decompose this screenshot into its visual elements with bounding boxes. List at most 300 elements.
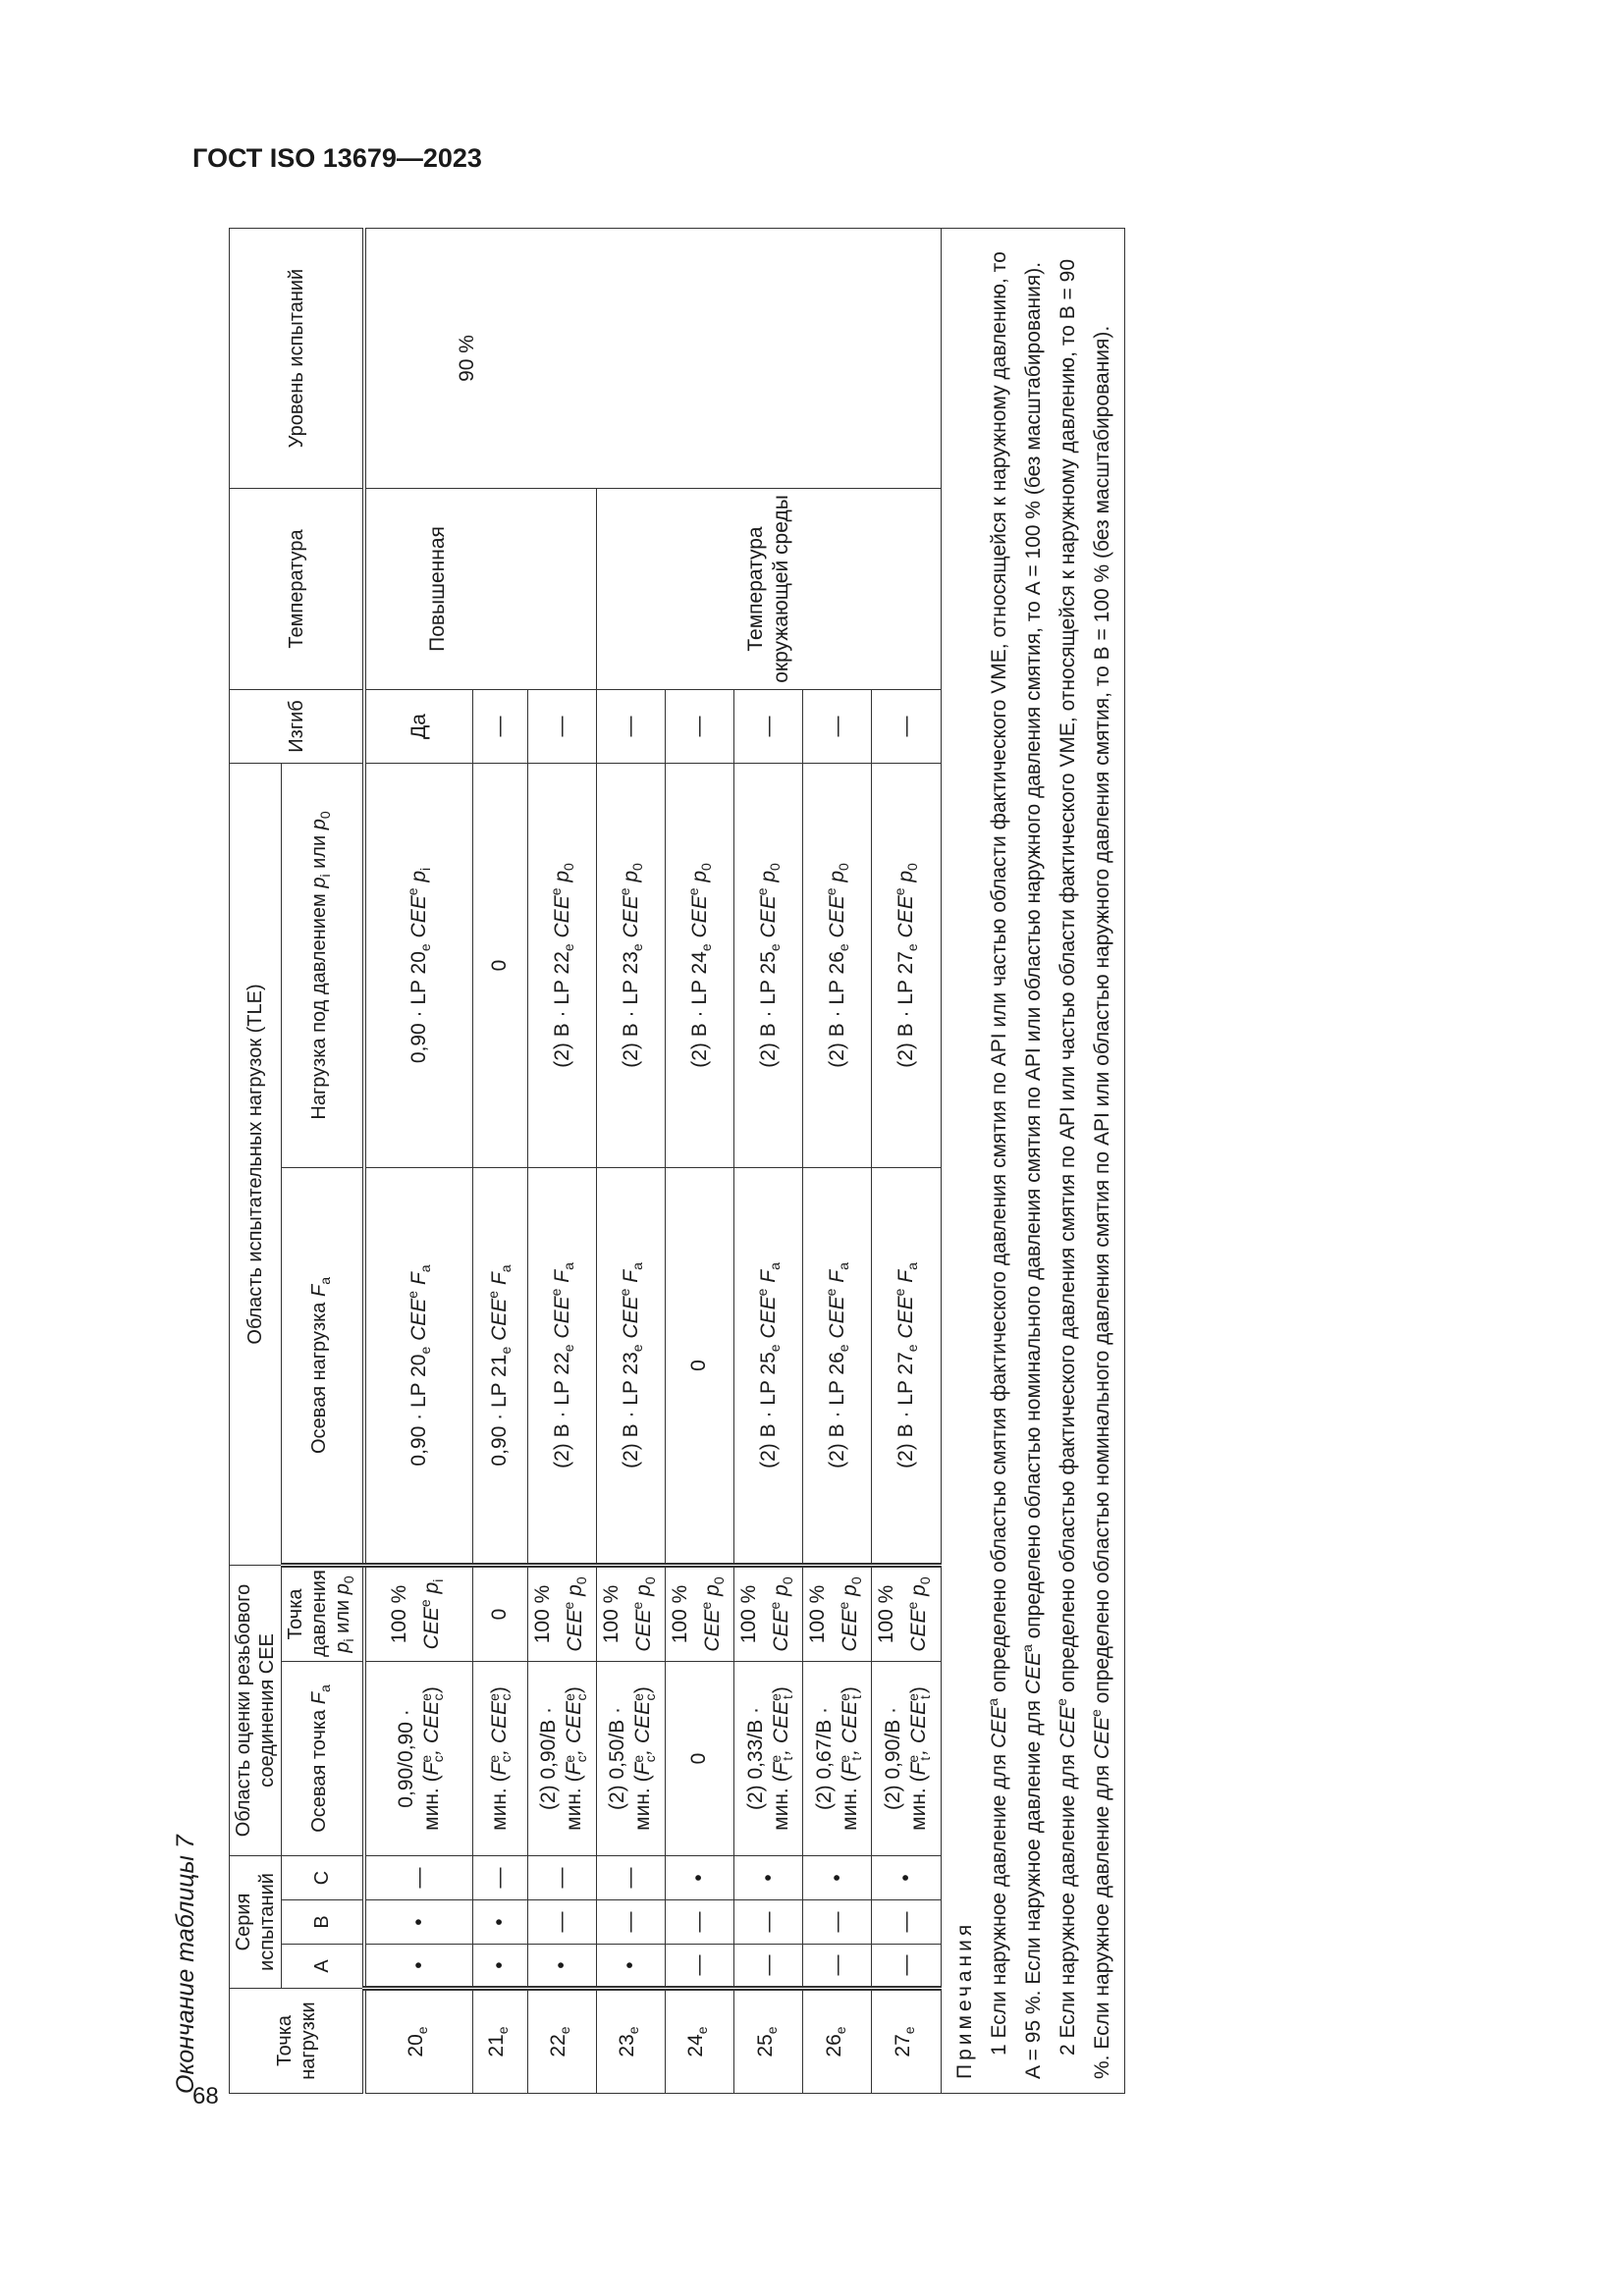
tle-axial-cell bbox=[872, 1167, 941, 1565]
series-a-cell: • bbox=[472, 1945, 527, 1989]
header-bending: Изгиб bbox=[230, 689, 365, 763]
supsub bbox=[561, 1693, 589, 1701]
header-cee: Область оценки резьбового соединения CEE bbox=[230, 1565, 282, 1855]
text-span: определено областью фактического давления смятия по API или частью области фактического VME, относящейся к наружному давлению, то B = 90 %. Если наружное давление для bbox=[1056, 258, 1113, 2079]
text-span: e bbox=[629, 1754, 646, 1763]
test-load-table bbox=[229, 228, 1125, 2094]
text-span: 100 % bbox=[388, 1584, 411, 1644]
text-span: p bbox=[770, 1584, 793, 1596]
text-span: ) bbox=[631, 1686, 655, 1694]
document-header: ГОСТ ISO 13679—2023 bbox=[192, 143, 482, 173]
table-row bbox=[364, 228, 472, 2093]
text-span: e bbox=[486, 1754, 503, 1763]
text-span: ) bbox=[563, 1686, 586, 1694]
subscript: e bbox=[498, 1346, 514, 1355]
subscript: 0 bbox=[628, 863, 645, 871]
load-point-cell bbox=[364, 1989, 472, 2094]
text-span: , CEE bbox=[631, 1700, 655, 1755]
text-span: e bbox=[561, 1693, 577, 1701]
header-tle-axial: Осевая нагрузка $F_a$ bbox=[282, 1167, 365, 1565]
series-a-cell: • bbox=[596, 1945, 665, 1989]
text-span: 1 Если наружное давление для bbox=[987, 1748, 1010, 2056]
notes-title: Примечания bbox=[952, 1920, 976, 2079]
superscript: e bbox=[697, 1601, 714, 1610]
tle-axial-cell: 0 bbox=[665, 1167, 733, 1565]
series-b-cell: • bbox=[364, 1900, 472, 1945]
supsub bbox=[629, 1693, 658, 1701]
bending-cell: — bbox=[665, 689, 733, 763]
subscript: 0 bbox=[917, 1576, 934, 1585]
text-span bbox=[407, 882, 430, 888]
superscript: e bbox=[547, 887, 564, 896]
supsub bbox=[768, 1754, 796, 1763]
load-point-cell bbox=[665, 1989, 733, 2094]
text-span: CEE bbox=[1056, 1705, 1079, 1748]
text-span: 20 bbox=[404, 2034, 427, 2057]
text-span: (2) B · LP 26 bbox=[826, 951, 849, 1068]
text-span bbox=[839, 1596, 861, 1602]
text-span: e bbox=[561, 1754, 577, 1763]
text-span: (2) B · LP 26 bbox=[826, 1352, 849, 1468]
text-span: CEE bbox=[757, 1296, 781, 1339]
text-span: c bbox=[430, 1693, 447, 1701]
text-span: c bbox=[572, 1693, 589, 1701]
text-span bbox=[564, 1596, 586, 1602]
text-span: мин. ( bbox=[631, 1775, 655, 1831]
text-span bbox=[757, 1283, 780, 1289]
text-span: (2) 0,90/B · bbox=[882, 1706, 905, 1811]
series-c-cell: • bbox=[872, 1855, 941, 1899]
superscript: e bbox=[754, 887, 771, 896]
text-span: c bbox=[498, 1755, 514, 1763]
supsub bbox=[418, 1693, 447, 1701]
cee-axial-cell bbox=[872, 1661, 941, 1855]
subscript: e bbox=[560, 1344, 576, 1353]
series-a-cell: — bbox=[665, 1945, 733, 1989]
subscript: e bbox=[904, 943, 921, 952]
notes-cell bbox=[941, 228, 1124, 2093]
text-span bbox=[551, 1339, 573, 1345]
text-span: 26 bbox=[822, 2034, 845, 2057]
text-span: e bbox=[905, 1754, 922, 1763]
text-span bbox=[551, 882, 573, 888]
superscript: e bbox=[892, 1288, 908, 1297]
text-span: CEE bbox=[550, 895, 573, 938]
cee-axial-cell: 0 bbox=[665, 1661, 733, 1855]
subscript: e bbox=[417, 1346, 434, 1355]
notes-row bbox=[941, 228, 1124, 2093]
header-cee-pressure: Точка давления $p_i$ или $p_0$ bbox=[282, 1565, 365, 1661]
superscript: e bbox=[823, 1288, 839, 1297]
cee-axial-cell bbox=[734, 1661, 803, 1855]
text-span: c bbox=[641, 1755, 658, 1763]
subscript: e bbox=[836, 943, 852, 952]
table-continuation-caption: Окончание таблицы 7 bbox=[172, 1835, 199, 2094]
test-level-cell: 90 % bbox=[364, 228, 941, 488]
text-span: e bbox=[837, 1693, 853, 1701]
text-span: p bbox=[687, 870, 711, 882]
supsub bbox=[837, 1754, 865, 1763]
superscript: a bbox=[1018, 1644, 1035, 1653]
supsub bbox=[905, 1754, 934, 1763]
subscript: e bbox=[698, 943, 715, 952]
text-span bbox=[407, 937, 430, 943]
text-span: F bbox=[550, 1269, 573, 1283]
text-span bbox=[488, 1341, 511, 1347]
load-point-cell bbox=[596, 1989, 665, 2094]
text-span: CEE bbox=[619, 895, 642, 938]
bending-cell: — bbox=[872, 689, 941, 763]
text-span: 22 bbox=[547, 2034, 569, 2057]
cee-pressure-cell bbox=[803, 1565, 872, 1661]
supsub bbox=[488, 1693, 512, 1701]
text-span bbox=[894, 937, 917, 943]
header-cee-axial: Осевая точка $F_a$ bbox=[282, 1661, 365, 1855]
superscript: e bbox=[560, 1601, 576, 1610]
text-span: c bbox=[498, 1693, 514, 1701]
note-1 bbox=[979, 237, 1048, 2079]
supsub bbox=[418, 1754, 447, 1763]
text-span: 100 % bbox=[599, 1584, 623, 1644]
text-span: 100 % bbox=[737, 1584, 761, 1644]
header-tle-pressure: Нагрузка под давлением $p_i$ или $p_0$ bbox=[282, 763, 365, 1167]
text-span: мин. ( bbox=[838, 1775, 861, 1831]
subscript: e bbox=[413, 2026, 430, 2035]
text-span: 27 bbox=[891, 2034, 914, 2057]
subscript: 0 bbox=[560, 863, 576, 871]
text-span: (2) 0,33/B · bbox=[743, 1706, 767, 1811]
supsub bbox=[561, 1754, 589, 1763]
text-span: 100 % bbox=[530, 1584, 554, 1644]
text-span: p bbox=[550, 870, 573, 882]
text-span: (2) B · LP 25 bbox=[757, 951, 781, 1068]
tle-pressure-cell bbox=[527, 763, 596, 1167]
superscript: e bbox=[1053, 1698, 1069, 1706]
text-span: e bbox=[418, 1754, 435, 1763]
header-series-c: C bbox=[282, 1855, 365, 1899]
cee-axial-cell bbox=[803, 1661, 872, 1855]
text-span bbox=[407, 1341, 430, 1347]
text-span: 0 bbox=[488, 1608, 511, 1621]
text-span: CEE bbox=[1090, 1716, 1113, 1760]
text-span bbox=[688, 937, 711, 943]
superscript: e bbox=[547, 1288, 564, 1297]
temperature-ambient-cell: Температура окружающей среды bbox=[596, 488, 941, 689]
subscript: a bbox=[417, 1264, 434, 1273]
tle-pressure-cell bbox=[364, 763, 472, 1167]
text-span: CEE bbox=[407, 895, 431, 938]
series-b-cell: — bbox=[803, 1900, 872, 1945]
text-span: F bbox=[488, 1762, 511, 1776]
text-span bbox=[826, 1339, 848, 1345]
text-span: p bbox=[407, 870, 431, 882]
tle-axial-cell bbox=[596, 1167, 665, 1565]
text-span bbox=[826, 937, 848, 943]
superscript: e bbox=[754, 1288, 771, 1297]
series-a-cell: • bbox=[527, 1945, 596, 1989]
tle-axial-cell bbox=[472, 1167, 527, 1565]
text-span: мин. ( bbox=[769, 1775, 792, 1831]
text-span: F bbox=[488, 1272, 512, 1286]
cee-axial-cell bbox=[364, 1661, 472, 1855]
text-span: (2) B · LP 23 bbox=[619, 951, 642, 1068]
cee-pressure-cell bbox=[734, 1565, 803, 1661]
series-a-cell: — bbox=[803, 1945, 872, 1989]
tle-axial-cell bbox=[803, 1167, 872, 1565]
text-span: 0,90 · LP 20 bbox=[407, 1354, 431, 1467]
bending-cell: — bbox=[596, 689, 665, 763]
text-span: p bbox=[894, 870, 918, 882]
text-span: ) bbox=[419, 1686, 443, 1694]
text-span: CEE bbox=[826, 1296, 849, 1339]
header-series-b: B bbox=[282, 1900, 365, 1945]
rotated-table-block bbox=[172, 229, 1287, 2094]
cee-pressure-cell bbox=[527, 1565, 596, 1661]
text-span: CEE bbox=[687, 895, 711, 938]
text-span: , CEE bbox=[563, 1700, 586, 1755]
subscript: a bbox=[628, 1262, 645, 1270]
series-b-cell: — bbox=[872, 1900, 941, 1945]
subscript: e bbox=[495, 2026, 512, 2035]
subscript: i bbox=[417, 867, 434, 871]
text-span: p bbox=[700, 1584, 724, 1596]
text-span: CEE bbox=[894, 895, 918, 938]
text-span bbox=[826, 882, 848, 888]
subscript: a bbox=[904, 1262, 921, 1270]
subscript: e bbox=[767, 1344, 784, 1353]
load-point-cell bbox=[472, 1989, 527, 2094]
cee-pressure-cell bbox=[872, 1565, 941, 1661]
header-load-point: Точка нагрузки bbox=[230, 1989, 365, 2094]
text-span: CEE bbox=[550, 1296, 573, 1339]
series-b-cell: • bbox=[472, 1900, 527, 1945]
superscript: e bbox=[1087, 1709, 1104, 1717]
text-span: t bbox=[780, 1695, 796, 1699]
subscript: 0 bbox=[836, 863, 852, 871]
subscript: e bbox=[625, 2026, 642, 2035]
cee-axial-cell bbox=[527, 1661, 596, 1855]
tle-pressure-cell: 0 bbox=[472, 763, 527, 1167]
series-c-cell: — bbox=[527, 1855, 596, 1899]
superscript: e bbox=[684, 887, 701, 896]
text-span: CEE bbox=[826, 895, 849, 938]
superscript: e bbox=[405, 887, 421, 896]
text-span: e bbox=[768, 1754, 785, 1763]
bending-cell: — bbox=[472, 689, 527, 763]
text-span: определено областью номинального давления смятия по API или областью наружного давления смятия, то A = 100 % (без масштабирования). bbox=[1021, 261, 1045, 1645]
load-point-cell bbox=[734, 1989, 803, 2094]
table-row bbox=[596, 228, 665, 2093]
text-span: t bbox=[917, 1756, 934, 1761]
bending-cell: — bbox=[527, 689, 596, 763]
subscript: e bbox=[417, 943, 434, 952]
text-span: CEE bbox=[987, 1705, 1010, 1748]
superscript: e bbox=[616, 1288, 632, 1297]
subscript: e bbox=[904, 1344, 921, 1353]
text-span: CEE bbox=[894, 1296, 918, 1339]
text-span: F bbox=[907, 1762, 931, 1776]
superscript: e bbox=[836, 1601, 852, 1610]
text-span: t bbox=[780, 1756, 796, 1761]
text-span bbox=[757, 882, 780, 888]
cee-pressure-cell bbox=[665, 1565, 733, 1661]
tle-pressure-cell bbox=[872, 763, 941, 1167]
text-span: 25 bbox=[753, 2034, 777, 2057]
subscript: 0 bbox=[641, 1576, 658, 1585]
text-span bbox=[757, 1339, 780, 1345]
subscript: 0 bbox=[767, 863, 784, 871]
text-span: CEE bbox=[407, 1298, 431, 1341]
superscript: e bbox=[892, 887, 908, 896]
superscript: e bbox=[823, 887, 839, 896]
text-span: 2 Если наружное давление для bbox=[1056, 1748, 1079, 2056]
text-span: F bbox=[894, 1269, 918, 1283]
text-span bbox=[620, 1283, 642, 1289]
text-span: 0,90 · LP 20 bbox=[407, 951, 431, 1064]
temperature-elevated-cell: Повышенная bbox=[364, 488, 596, 689]
series-a-cell: — bbox=[734, 1945, 803, 1989]
text-span: 24 bbox=[684, 2034, 708, 2057]
text-span bbox=[551, 937, 573, 943]
text-span: (2) B · LP 23 bbox=[619, 1352, 642, 1468]
text-span: , CEE bbox=[488, 1700, 511, 1755]
text-span: ) bbox=[488, 1686, 511, 1694]
series-c-cell: — bbox=[596, 1855, 665, 1899]
text-span: мин. ( bbox=[563, 1775, 586, 1831]
series-c-cell: • bbox=[665, 1855, 733, 1899]
text-span: c bbox=[430, 1755, 447, 1763]
text-span: t bbox=[848, 1756, 865, 1761]
text-span: 100 % bbox=[806, 1584, 830, 1644]
series-a-cell: — bbox=[872, 1945, 941, 1989]
text-span: , CEE bbox=[907, 1700, 931, 1755]
tle-pressure-cell bbox=[665, 763, 733, 1167]
bending-cell: — bbox=[734, 689, 803, 763]
text-span: F bbox=[769, 1762, 792, 1776]
text-span: p bbox=[420, 1581, 444, 1594]
text-span: CEE bbox=[1021, 1652, 1045, 1695]
series-b-cell: — bbox=[596, 1900, 665, 1945]
text-span: ) bbox=[769, 1686, 792, 1694]
text-span: p bbox=[907, 1584, 931, 1596]
text-span: определено областью смятия фактического давления смятия по API или частью области фактического VME, относящейся к наружному давлению, то A = 95 %. Если наружное давление для bbox=[987, 251, 1045, 2079]
text-span: CEE bbox=[907, 1609, 931, 1652]
text-span: e bbox=[837, 1754, 853, 1763]
superscript: e bbox=[628, 1601, 645, 1610]
series-c-cell: — bbox=[472, 1855, 527, 1899]
text-span bbox=[620, 882, 642, 888]
text-span: CEE bbox=[563, 1609, 586, 1652]
note-2 bbox=[1048, 237, 1116, 2079]
header-series-a: A bbox=[282, 1945, 365, 1989]
superscript: e bbox=[904, 1601, 921, 1610]
subscript: e bbox=[763, 2026, 780, 2035]
supsub bbox=[488, 1755, 512, 1763]
text-span: p bbox=[563, 1584, 586, 1596]
text-span: p bbox=[757, 870, 781, 882]
subscript: i bbox=[430, 1578, 447, 1582]
series-a-cell: • bbox=[364, 1945, 472, 1989]
text-span: e bbox=[905, 1693, 922, 1701]
cee-axial-cell bbox=[472, 1661, 527, 1855]
load-point-cell bbox=[527, 1989, 596, 2094]
text-span: F bbox=[419, 1762, 443, 1776]
tle-axial-cell bbox=[527, 1167, 596, 1565]
text-span: p bbox=[619, 870, 642, 882]
superscript: e bbox=[417, 1599, 434, 1608]
text-span bbox=[488, 1285, 511, 1291]
header-tle: Область испытательных нагрузок (TLE) bbox=[230, 763, 282, 1565]
text-span bbox=[420, 1593, 443, 1599]
text-span bbox=[894, 1339, 917, 1345]
subscript: e bbox=[560, 943, 576, 952]
subscript: 0 bbox=[698, 863, 715, 871]
supsub bbox=[629, 1754, 658, 1763]
tle-axial-cell bbox=[734, 1167, 803, 1565]
text-span bbox=[701, 1596, 724, 1602]
text-span: CEE bbox=[631, 1609, 655, 1652]
superscript: a bbox=[984, 1698, 1001, 1706]
series-b-cell: — bbox=[527, 1900, 596, 1945]
text-span: мин. ( bbox=[419, 1775, 443, 1831]
text-span: CEE bbox=[700, 1609, 724, 1652]
text-span: t bbox=[848, 1695, 865, 1699]
text-span bbox=[620, 1339, 642, 1345]
text-span: 23 bbox=[616, 2034, 639, 2057]
text-span: CEE bbox=[488, 1298, 512, 1341]
subscript: e bbox=[767, 943, 784, 952]
subscript: a bbox=[498, 1264, 514, 1273]
bending-cell: — bbox=[803, 689, 872, 763]
text-span bbox=[551, 1283, 573, 1289]
text-span: CEE bbox=[619, 1296, 642, 1339]
text-span: F bbox=[631, 1762, 655, 1776]
text-span: 0,90/0,90 · bbox=[394, 1709, 417, 1808]
subscript: e bbox=[901, 2026, 918, 2035]
text-span: ) bbox=[838, 1686, 861, 1694]
text-span: (2) B · LP 27 bbox=[894, 951, 918, 1068]
subscript: e bbox=[694, 2026, 711, 2035]
tle-pressure-cell bbox=[734, 763, 803, 1167]
text-span bbox=[757, 937, 780, 943]
text-span: (2) B · LP 27 bbox=[894, 1352, 918, 1468]
text-span: F bbox=[826, 1269, 849, 1283]
text-span bbox=[894, 1283, 917, 1289]
text-span: p bbox=[631, 1584, 655, 1596]
text-span: F bbox=[838, 1762, 861, 1776]
subscript: 0 bbox=[572, 1576, 589, 1585]
text-span: , CEE bbox=[419, 1700, 443, 1755]
text-span: (2) B · LP 22 bbox=[550, 1352, 573, 1468]
table-body bbox=[364, 228, 1124, 2093]
text-span bbox=[770, 1596, 792, 1602]
page-number: 68 bbox=[192, 2083, 219, 2109]
cee-pressure-cell bbox=[472, 1565, 527, 1661]
load-point-cell bbox=[872, 1989, 941, 2094]
superscript: e bbox=[767, 1601, 784, 1610]
cee-pressure-cell bbox=[364, 1565, 472, 1661]
supsub bbox=[837, 1693, 865, 1701]
header-temperature: Температура bbox=[230, 488, 365, 689]
text-span bbox=[894, 882, 917, 888]
text-span: 0,90 · LP 21 bbox=[488, 1354, 512, 1467]
load-point-cell bbox=[803, 1989, 872, 2094]
text-span: (2) B · LP 24 bbox=[687, 951, 711, 1068]
text-span: мин. ( bbox=[488, 1775, 511, 1831]
text-span bbox=[826, 1283, 848, 1289]
series-b-cell: — bbox=[734, 1900, 803, 1945]
tle-axial-cell bbox=[364, 1167, 472, 1565]
